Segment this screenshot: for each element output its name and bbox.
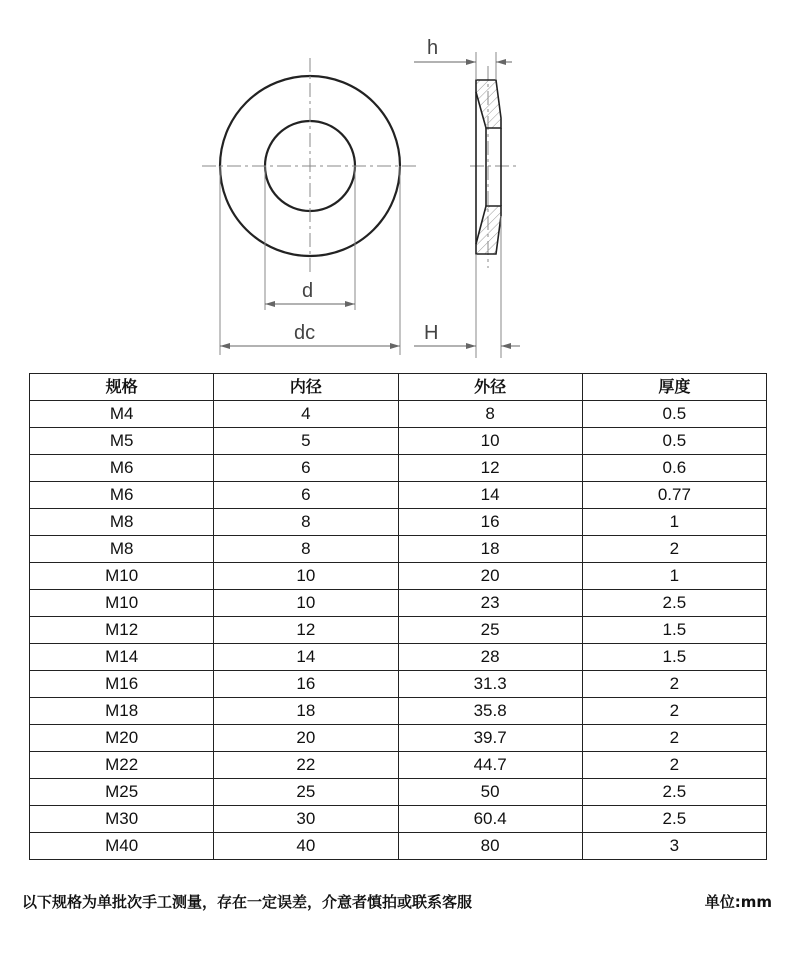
table-cell: 30 xyxy=(214,806,398,833)
column-header: 内径 xyxy=(214,374,398,401)
unit-label: 单位:mm xyxy=(704,893,772,911)
label-h: h xyxy=(427,37,439,59)
table-cell: 2.5 xyxy=(582,779,766,806)
column-header: 厚度 xyxy=(582,374,766,401)
table-cell: 28 xyxy=(398,644,582,671)
table-cell: 25 xyxy=(398,617,582,644)
table-cell: M10 xyxy=(30,590,214,617)
table-row xyxy=(30,482,767,509)
table-cell: 0.77 xyxy=(582,482,766,509)
table-cell: M40 xyxy=(30,833,214,860)
table-cell: 2 xyxy=(582,725,766,752)
table-cell: 31.3 xyxy=(398,671,582,698)
washer-technical-drawing xyxy=(0,0,790,365)
table-cell: 2 xyxy=(582,536,766,563)
table-cell: 1.5 xyxy=(582,644,766,671)
table-cell: 8 xyxy=(398,401,582,428)
table-cell: 20 xyxy=(398,563,582,590)
table-cell: 16 xyxy=(214,671,398,698)
label-dc: dc xyxy=(294,322,316,344)
table-cell: 2.5 xyxy=(582,806,766,833)
spec-table xyxy=(29,373,767,860)
table-row xyxy=(30,536,767,563)
section-lower xyxy=(476,206,501,254)
table-row xyxy=(30,752,767,779)
table-cell: M22 xyxy=(30,752,214,779)
table-cell: 1 xyxy=(582,509,766,536)
table-cell: 14 xyxy=(214,644,398,671)
table-cell: 12 xyxy=(398,455,582,482)
column-header: 规格 xyxy=(30,374,214,401)
table-row xyxy=(30,779,767,806)
washer-front-view xyxy=(202,58,418,355)
table-cell: 10 xyxy=(214,563,398,590)
table-cell: 50 xyxy=(398,779,582,806)
table-cell: 2 xyxy=(582,752,766,779)
table-body xyxy=(30,401,767,860)
table-cell: 35.8 xyxy=(398,698,582,725)
table-cell: M16 xyxy=(30,671,214,698)
table-cell: 2 xyxy=(582,698,766,725)
table-cell: 18 xyxy=(398,536,582,563)
table-cell: 8 xyxy=(214,509,398,536)
table-cell: 0.6 xyxy=(582,455,766,482)
table-row xyxy=(30,833,767,860)
table-row xyxy=(30,806,767,833)
table-cell: 22 xyxy=(214,752,398,779)
label-d: d xyxy=(302,280,314,302)
table-cell: M5 xyxy=(30,428,214,455)
table-cell: M25 xyxy=(30,779,214,806)
label-H: H xyxy=(424,322,439,344)
table-cell: M4 xyxy=(30,401,214,428)
table-cell: 10 xyxy=(214,590,398,617)
table-cell: 6 xyxy=(214,455,398,482)
table-row xyxy=(30,617,767,644)
table-cell: 8 xyxy=(214,536,398,563)
table-cell: 14 xyxy=(398,482,582,509)
table-row xyxy=(30,698,767,725)
table-cell: 20 xyxy=(214,725,398,752)
table-cell: M20 xyxy=(30,725,214,752)
table-row xyxy=(30,644,767,671)
table-cell: 40 xyxy=(214,833,398,860)
table-row xyxy=(30,671,767,698)
table-cell: M6 xyxy=(30,455,214,482)
table-row xyxy=(30,401,767,428)
table-cell: M10 xyxy=(30,563,214,590)
table-cell: 1 xyxy=(582,563,766,590)
table-cell: M6 xyxy=(30,482,214,509)
table-cell: 39.7 xyxy=(398,725,582,752)
table-header-row xyxy=(30,374,767,401)
table-cell: 0.5 xyxy=(582,401,766,428)
table-cell: 25 xyxy=(214,779,398,806)
table-cell: 44.7 xyxy=(398,752,582,779)
table-cell: 60.4 xyxy=(398,806,582,833)
table-cell: M14 xyxy=(30,644,214,671)
table-cell: 1.5 xyxy=(582,617,766,644)
table-cell: 10 xyxy=(398,428,582,455)
table-cell: M8 xyxy=(30,536,214,563)
table-cell: 2.5 xyxy=(582,590,766,617)
table-cell: 23 xyxy=(398,590,582,617)
table-row xyxy=(30,455,767,482)
table-row xyxy=(30,563,767,590)
table-cell: M12 xyxy=(30,617,214,644)
section-upper xyxy=(476,80,501,128)
table-row xyxy=(30,428,767,455)
table-row xyxy=(30,590,767,617)
table-cell: 18 xyxy=(214,698,398,725)
table-cell: 0.5 xyxy=(582,428,766,455)
table-cell: M18 xyxy=(30,698,214,725)
table-cell: 5 xyxy=(214,428,398,455)
table-cell: 6 xyxy=(214,482,398,509)
table-cell: 2 xyxy=(582,671,766,698)
table-cell: 80 xyxy=(398,833,582,860)
washer-side-view xyxy=(414,52,520,358)
table-cell: M30 xyxy=(30,806,214,833)
table-cell: 4 xyxy=(214,401,398,428)
table-cell: M8 xyxy=(30,509,214,536)
column-header: 外径 xyxy=(398,374,582,401)
table-row xyxy=(30,725,767,752)
table-cell: 16 xyxy=(398,509,582,536)
table-row xyxy=(30,509,767,536)
table-cell: 3 xyxy=(582,833,766,860)
measurement-note: 以下规格为单批次手工测量，存在一定误差，介意者慎拍或联系客服 xyxy=(22,893,473,911)
table-cell: 12 xyxy=(214,617,398,644)
